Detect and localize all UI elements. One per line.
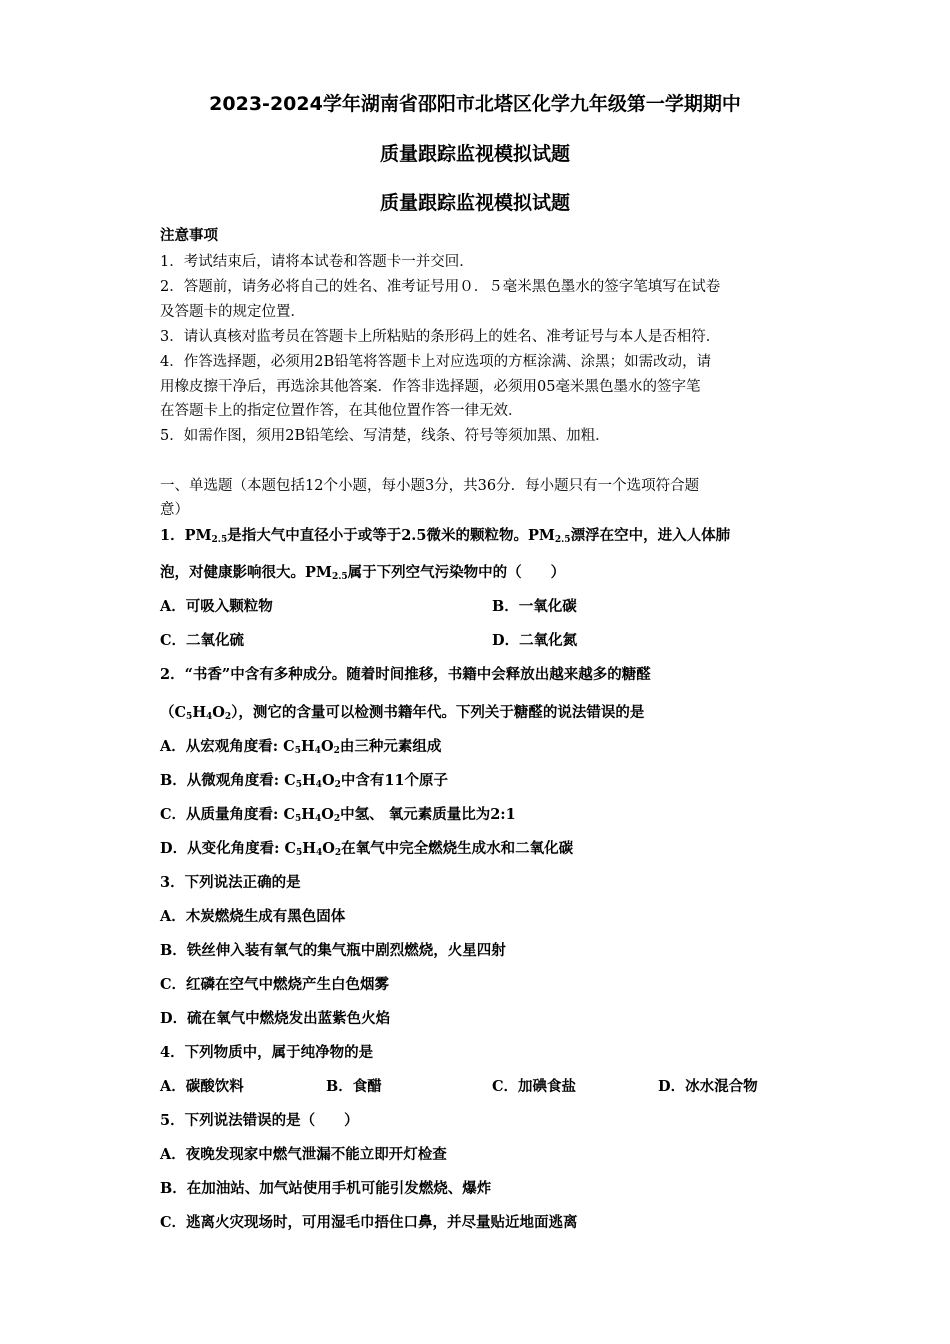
q2-d-h: H bbox=[302, 840, 316, 857]
q1-option-c[interactable]: C．二氧化硫 bbox=[160, 632, 245, 649]
q1-text-c: 漂浮在空中，进入人体肺 bbox=[570, 527, 731, 544]
q2-a-sub5: 5 bbox=[294, 746, 301, 756]
q2-option-c[interactable] bbox=[160, 805, 800, 825]
q2-d-prefix: D．从变化角度看: bbox=[160, 840, 285, 857]
section-heading-line-1: 一、单选题（本题包括12个小题，每小题3分，共36分．每小题只有一个选项符合题 bbox=[160, 478, 700, 494]
q3-option-d[interactable]: D．硫在氧气中燃烧发出蓝紫色火焰 bbox=[160, 1010, 391, 1027]
notice-heading: 注意事项 bbox=[160, 227, 218, 244]
q2-b-sub5: 5 bbox=[295, 780, 302, 790]
q3-option-c[interactable]: C．红磷在空气中燃烧产生白色烟雾 bbox=[160, 976, 390, 993]
q2-d-sub4: 4 bbox=[316, 848, 323, 858]
q2-a-sub2: 2 bbox=[333, 746, 340, 756]
q1-text-d: 泡，对健康影响很大。PM bbox=[160, 564, 332, 581]
q1-stem-line-2 bbox=[160, 563, 800, 583]
q1-option-b[interactable]: B．一氧化碳 bbox=[492, 598, 577, 615]
q4-option-d[interactable]: D．冰水混合物 bbox=[658, 1078, 758, 1095]
notice-line-8: 5．如需作图，须用2B铅笔绘、写清楚，线条、符号等须加黑、加粗． bbox=[160, 428, 610, 444]
q2-c-suffix: 中氢、 氧元素质量比为2:1 bbox=[340, 806, 516, 823]
q1-text-e: 属于下列空气污染物中的（ ） bbox=[347, 564, 566, 581]
q2-text-d: ），测它的含量可以检测书籍年代。下列关于糖醛的说法错误的是 bbox=[231, 704, 645, 721]
q2-b-sub2: 2 bbox=[334, 780, 341, 790]
q2-text-a: （C bbox=[160, 704, 187, 721]
q2-a-o: O bbox=[320, 738, 334, 755]
q2-option-b[interactable] bbox=[160, 771, 800, 791]
q2-c-sub2: 2 bbox=[333, 814, 341, 824]
q3-stem: 3．下列说法正确的是 bbox=[160, 874, 301, 891]
q2-a-h: H bbox=[300, 738, 315, 755]
q2-b-suffix: 中含有11个原子 bbox=[340, 772, 449, 789]
q2-c-o: O bbox=[321, 806, 334, 823]
q2-d-sub2: 2 bbox=[334, 848, 342, 858]
q2-d-suffix: 在氧气中完全燃烧生成水和二氧化碳 bbox=[341, 840, 574, 857]
q1-sub-c: 2.5 bbox=[331, 572, 348, 582]
q2-stem-line-2 bbox=[160, 703, 800, 723]
q2-option-a[interactable] bbox=[160, 737, 800, 757]
q2-sub-5: 5 bbox=[186, 712, 193, 722]
q4-option-c[interactable]: C．加碘食盐 bbox=[492, 1078, 577, 1095]
q2-c-sub5: 5 bbox=[295, 814, 302, 824]
q2-b-c: C bbox=[284, 772, 296, 789]
section-heading-line-2: 意） bbox=[160, 502, 189, 518]
q2-b-o: O bbox=[321, 772, 335, 789]
notice-line-6: 用橡皮擦干净后，再选涂其他答案．作答非选择题，必须用05毫米黑色墨水的签字笔 bbox=[160, 379, 701, 395]
q2-c-sub4: 4 bbox=[314, 814, 322, 824]
notice-line-2: 2．答题前，请务必将自己的姓名、准考证号用０．５毫米黑色墨水的签字笔填写在试卷 bbox=[160, 279, 721, 295]
q1-sub-b: 2.5 bbox=[554, 535, 571, 545]
q2-c-prefix: C．从质量角度看: bbox=[160, 806, 284, 823]
exam-title-line-2: 质量跟踪监视模拟试题 bbox=[379, 143, 570, 165]
q4-stem: 4．下列物质中，属于纯净物的是 bbox=[160, 1044, 374, 1061]
q2-a-sub4: 4 bbox=[314, 746, 321, 756]
q2-a-prefix: A．从宏观角度看: bbox=[160, 738, 284, 755]
q4-option-a[interactable]: A．碳酸饮料 bbox=[160, 1078, 244, 1095]
q2-sub-4: 4 bbox=[206, 712, 213, 722]
q2-text-c: O bbox=[212, 704, 225, 721]
q2-stem-line-1: 2．“书香”中含有多种成分。随着时间推移，书籍中会释放出越来越多的糖醛 bbox=[160, 666, 651, 683]
q2-d-sub5: 5 bbox=[296, 848, 303, 858]
notice-line-3: 及答题卡的规定位置． bbox=[160, 304, 305, 320]
q2-b-prefix: B．从微观角度看: bbox=[160, 772, 285, 789]
q5-option-b[interactable]: B．在加油站、加气站使用手机可能引发燃烧、爆炸 bbox=[160, 1180, 492, 1197]
q1-text-b: 是指大气中直径小于或等于2.5微米的颗粒物。PM bbox=[227, 527, 555, 544]
exam-title-line-3: 质量跟踪监视模拟试题 bbox=[379, 192, 570, 214]
q2-c-c: C bbox=[283, 806, 295, 823]
q2-d-c: C bbox=[284, 840, 297, 857]
q2-option-d[interactable] bbox=[160, 839, 800, 859]
q2-a-suffix: 由三种元素组成 bbox=[339, 738, 442, 755]
q4-option-b[interactable]: B．食醋 bbox=[326, 1078, 382, 1095]
q2-c-h: H bbox=[301, 806, 315, 823]
q5-stem: 5．下列说法错误的是（ ） bbox=[160, 1112, 359, 1129]
q2-b-sub4: 4 bbox=[315, 780, 322, 790]
notice-line-5: 4．作答选择题，必须用2B铅笔将答题卡上对应选项的方框涂满、涂黑；如需改动，请 bbox=[160, 354, 712, 370]
q1-option-a[interactable]: A．可吸入颗粒物 bbox=[160, 598, 273, 615]
q2-d-o: O bbox=[322, 840, 335, 857]
q3-option-a[interactable]: A．木炭燃烧生成有黑色固体 bbox=[160, 908, 346, 925]
notice-line-4: 3．请认真核对监考员在答题卡上所粘贴的条形码上的姓名、准考证号与本人是否相符． bbox=[160, 329, 721, 345]
q2-text-b: H bbox=[192, 704, 207, 721]
notice-line-7: 在答题卡上的指定位置作答，在其他位置作答一律无效． bbox=[160, 403, 523, 419]
q2-a-c: C bbox=[283, 738, 295, 755]
exam-title-line-1: 2023-2024学年湖南省邵阳市北塔区化学九年级第一学期期中 bbox=[209, 93, 741, 115]
q2-sub-2: 2 bbox=[224, 712, 232, 722]
q1-stem-line-1 bbox=[160, 526, 800, 546]
q2-b-h: H bbox=[301, 772, 316, 789]
notice-line-1: 1．考试结束后，请将本试卷和答题卡一并交回． bbox=[160, 254, 474, 270]
q3-option-b[interactable]: B．铁丝伸入装有氧气的集气瓶中剧烈燃烧，火星四射 bbox=[160, 942, 506, 959]
q1-option-d[interactable]: D．二氧化氮 bbox=[492, 632, 578, 649]
q1-text-a: 1．PM bbox=[160, 527, 212, 544]
q1-sub-a: 2.5 bbox=[211, 535, 228, 545]
q5-option-c[interactable]: C．逃离火灾现场时，可用湿毛巾捂住口鼻，并尽量贴近地面逃离 bbox=[160, 1214, 578, 1231]
q5-option-a[interactable]: A．夜晚发现家中燃气泄漏不能立即开灯检查 bbox=[160, 1146, 447, 1163]
